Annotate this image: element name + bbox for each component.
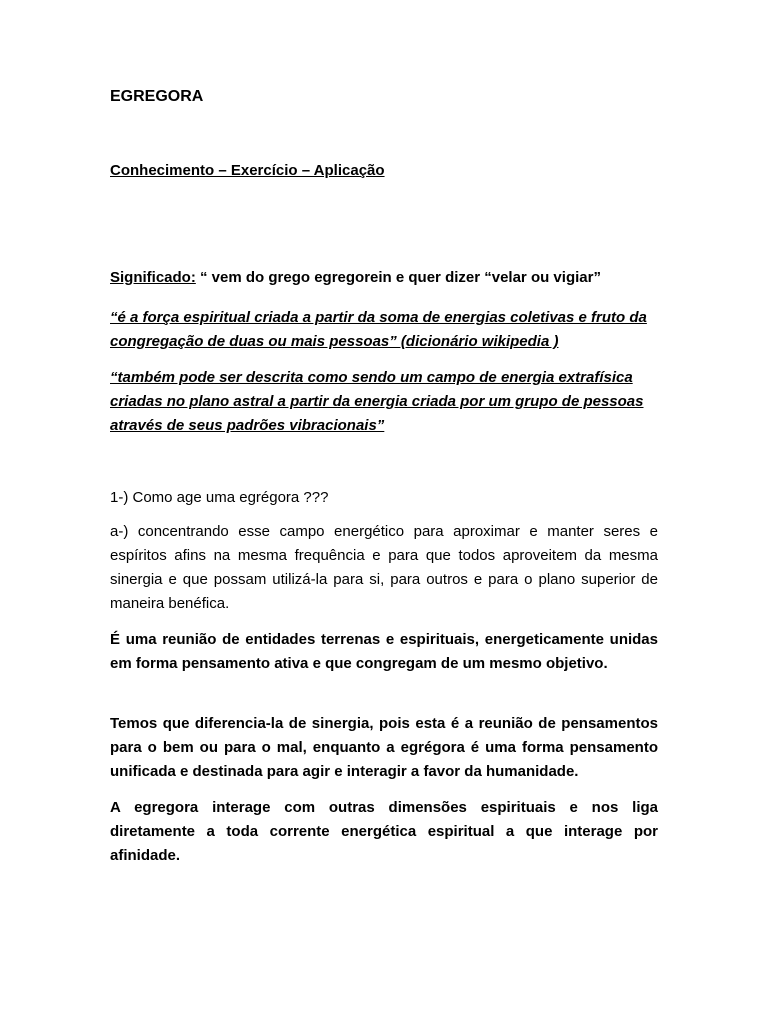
definition-quote-2: “também pode ser descrita como sendo um campo de energia extrafísica criadas no plano astral a partir da energia criada por um grupo de pessoas através de seus padrões vibracionais” (110, 369, 644, 434)
significado-label: Significado: (110, 269, 196, 286)
significado-text: “ vem do grego egregorein e quer dizer “velar ou vigiar” (195, 269, 601, 286)
answer-a: a-) concentrando esse campo energético para aproximar e manter seres e espíritos afins na mesma frequência e para que todos aproveitem da mesma sinergia e que possam utilizá-la para si, para outros e para o plano superior de maneira benéfica. (110, 523, 658, 612)
question-1: 1-) Como age uma egrégora ??? (110, 489, 329, 506)
paragraph-sinergia: Temos que diferencia-la de sinergia, pois esta é a reunião de pensamentos para o bem ou para o mal, enquanto a egrégora é uma forma pensamento unificada e destinada para agir e interagir a favor da humanidade. (110, 715, 658, 780)
document-title: EGREGORA (110, 88, 204, 105)
document-subtitle: Conhecimento – Exercício – Aplicação (110, 162, 385, 179)
definition-quote-1: “é a força espiritual criada a partir da soma de energias coletivas e fruto da congregação de duas ou mais pessoas” (dicionário wikipedia ) (110, 309, 647, 350)
paragraph-reuniao: É uma reunião de entidades terrenas e espirituais, energeticamente unidas em forma pensamento ativa e que congregam de um mesmo objetivo. (110, 631, 658, 672)
paragraph-dimensoes: A egregora interage com outras dimensões espirituais e nos liga diretamente a toda corrente energética espiritual a que interage por afinidade. (110, 799, 658, 864)
significado-line (110, 266, 658, 290)
